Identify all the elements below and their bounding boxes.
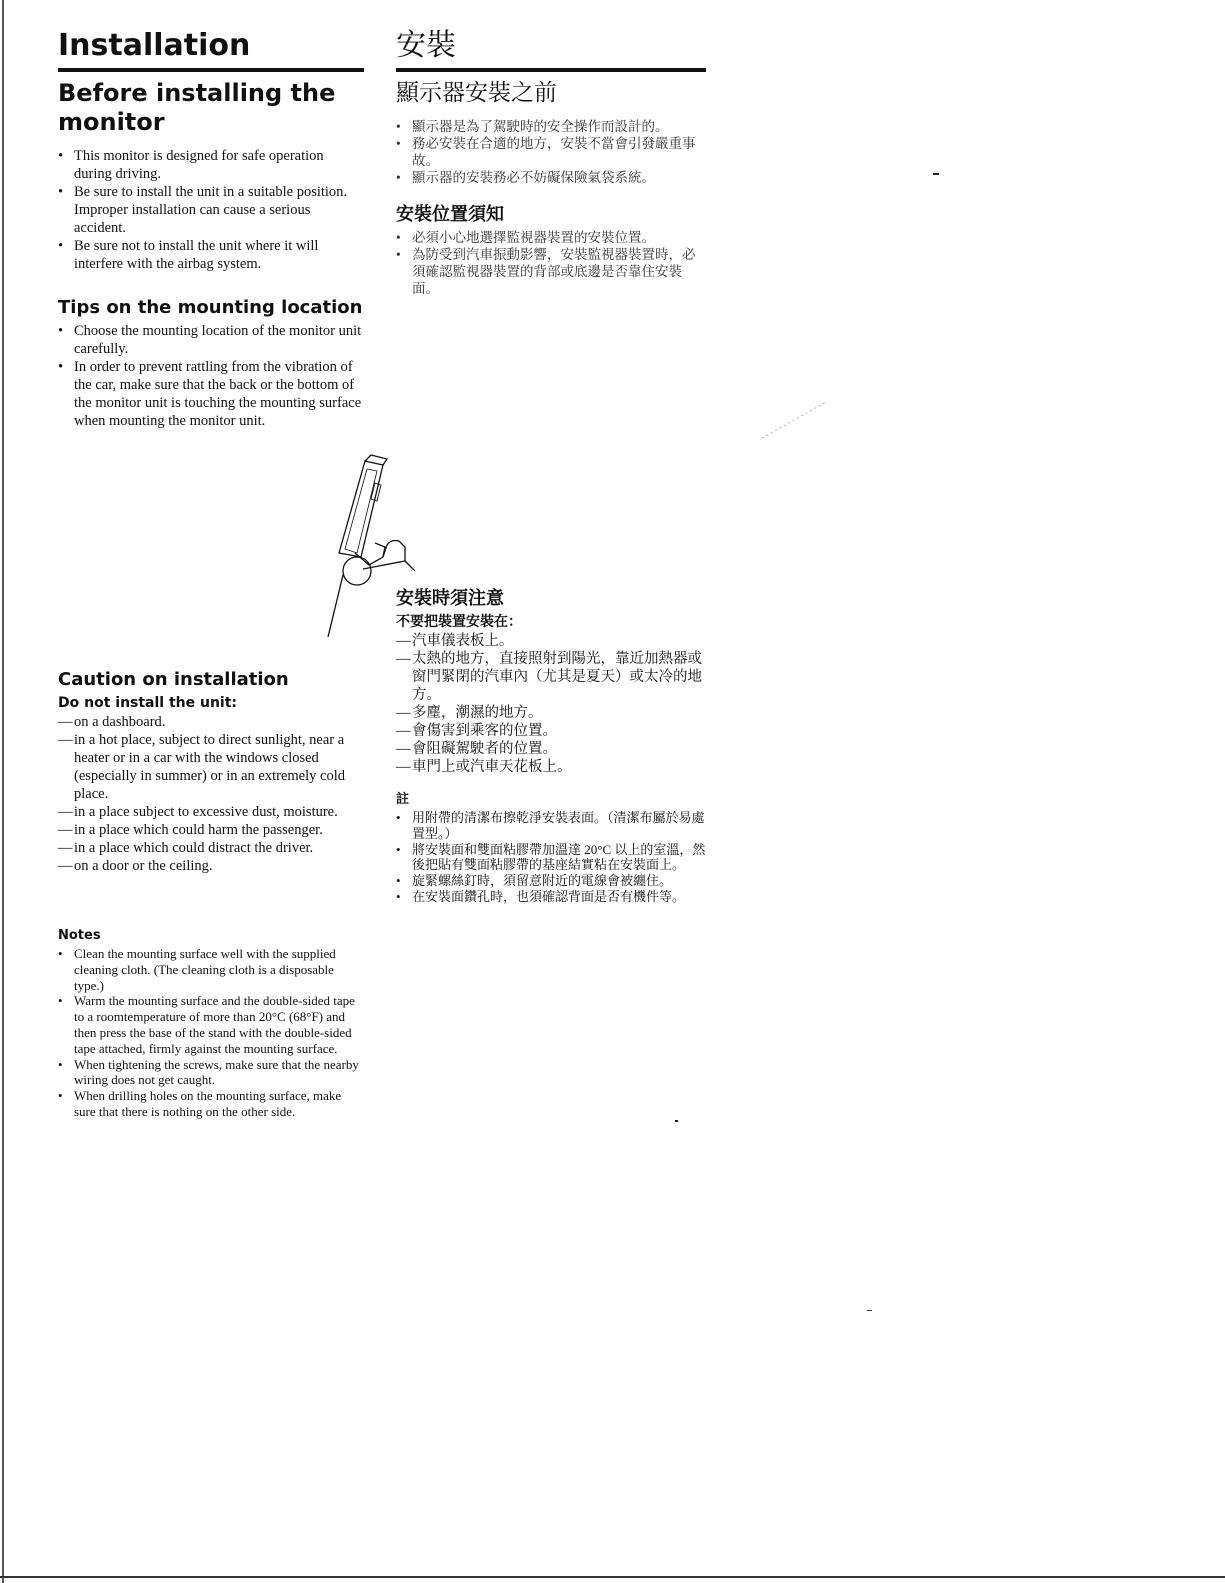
scan-mark xyxy=(675,1120,678,1122)
caution-list-zh xyxy=(396,632,708,776)
scan-mark xyxy=(867,1310,872,1311)
list-item: • This monitor is designed for safe operation during driving. xyxy=(58,148,324,182)
leader-line xyxy=(328,575,343,637)
scan-speckle xyxy=(760,400,830,440)
page-title-en: Installation xyxy=(58,26,364,72)
list-item: • 旋緊螺絲釘時，須留意附近的電線會被纏住。 xyxy=(396,873,673,889)
chinese-column xyxy=(396,26,706,297)
list-item: — in a place subject to excessive dust, moisture. xyxy=(58,804,338,820)
caution-heading-en: Caution on installation xyxy=(58,669,289,690)
monitor-body xyxy=(339,461,383,557)
english-column xyxy=(58,26,364,430)
list-item: — 會傷害到乘客的位置。 xyxy=(396,723,557,739)
detail-circle xyxy=(343,557,371,585)
caution-lead-zh: 不要把裝置安裝在： xyxy=(396,614,522,630)
caution-section-en xyxy=(58,669,368,875)
stand-arm xyxy=(355,543,385,565)
list-item: • Be sure to install the unit in a suitable position. Improper installation can cause a serious accident. xyxy=(58,184,348,236)
list-item: • 顯示器的安裝務必不妨礙保險氣袋系統。 xyxy=(396,170,655,185)
list-item: • 將安裝面和雙面粘膠帶加溫達 20°C 以上的室溫，然後把貼有雙面粘膠帶的基座結實粘在安裝面上。 xyxy=(396,841,706,873)
notes-section-zh xyxy=(396,791,708,905)
list-item: • 在安裝面鑽孔時，也須確認背面是否有機件等。 xyxy=(396,888,686,904)
monitor-mounting-illustration xyxy=(325,453,415,638)
caution-section-zh xyxy=(396,588,708,776)
list-item: • 顯示器是為了駕駛時的安全操作而設計的。 xyxy=(396,119,669,134)
list-item: • Choose the mounting location of the monitor unit carefully. xyxy=(58,323,362,357)
list-item: • 用附帶的清潔布擦乾淨安裝表面。（清潔布屬於易處置型。） xyxy=(396,810,705,841)
caution-lead-en: Do not install the unit: xyxy=(58,695,238,711)
notes-list-en xyxy=(58,946,364,1120)
list-item: • 務必安裝在合適的地方，安裝不當會引發嚴重事故。 xyxy=(396,136,696,168)
list-item: — 太熱的地方，直接照射到陽光，靠近加熱器或窗門緊閉的汽車內（尤其是夏天）或太冷的地方。 xyxy=(396,651,702,703)
list-item: • Clean the mounting surface well with the supplied cleaning cloth. (The cleaning cloth is a disposable type.) xyxy=(58,946,336,993)
list-item: — 會阻礙駕駛者的位置。 xyxy=(396,741,557,757)
notes-heading-en: Notes xyxy=(58,928,101,943)
list-item: — on a dashboard. xyxy=(58,714,166,730)
caution-list-en xyxy=(58,713,368,875)
list-item: — in a place which could distract the driver. xyxy=(58,840,314,856)
page-bottom-edge xyxy=(0,1576,1225,1578)
before-list-en xyxy=(58,147,364,273)
list-item: • When drilling holes on the mounting surface, make sure that there is nothing on the other side. xyxy=(58,1088,342,1119)
list-item: — in a place which could harm the passenger. xyxy=(58,822,323,838)
before-heading-zh: 顯示器安裝之前 xyxy=(396,80,557,106)
notes-heading-zh: 註 xyxy=(396,792,410,807)
tips-heading-en: Tips on the mounting location xyxy=(58,297,363,318)
before-list-zh xyxy=(396,118,706,186)
page-title-zh: 安裝 xyxy=(396,26,706,72)
list-item: • 為防受到汽車振動影響，安裝監視器裝置時，必須確認監視器裝置的背部或底邊是否靠住安裝面。 xyxy=(396,247,696,296)
list-item: • In order to prevent rattling from the vibration of the car, make sure that the back or the bottom of the monitor unit is touching the mounting surface when mounting the monitor unit. xyxy=(58,359,362,429)
tips-list-en xyxy=(58,322,364,430)
notes-list-zh xyxy=(396,810,708,905)
list-item: — on a door or the ceiling. xyxy=(58,858,213,874)
list-item: • When tightening the screws, make sure that the nearby wiring does not get caught. xyxy=(58,1056,359,1088)
list-item: • 必須小心地選擇監視器裝置的安裝位置。 xyxy=(396,230,655,245)
scan-mark xyxy=(933,173,939,175)
list-item: • Warm the mounting surface and the double-sided tape to a roomtemperature of more than 20°C (68°F) and then press the base of the stand with the double-sided tape attached, firmly against the mounting surface. xyxy=(58,993,355,1056)
page-left-edge xyxy=(2,0,4,1583)
list-item: • Be sure not to install the unit where it will interfere with the airbag system. xyxy=(58,238,319,272)
list-item: — 汽車儀表板上。 xyxy=(396,633,514,649)
list-item: — 車門上或汽車天花板上。 xyxy=(396,759,572,775)
tips-heading-zh: 安裝位置須知 xyxy=(396,204,504,225)
caution-heading-zh: 安裝時須注意 xyxy=(396,588,504,609)
stand-base xyxy=(383,541,405,562)
notes-section-en xyxy=(58,927,364,1120)
list-item: — 多塵，潮濕的地方。 xyxy=(396,705,543,721)
before-heading-en: Before installing the monitor xyxy=(58,79,336,136)
list-item: — in a hot place, subject to direct sunlight, near a heater or in a car with the windows closed (especially in summer) or in an extremely cold place. xyxy=(58,732,345,802)
tips-list-zh xyxy=(396,229,706,297)
